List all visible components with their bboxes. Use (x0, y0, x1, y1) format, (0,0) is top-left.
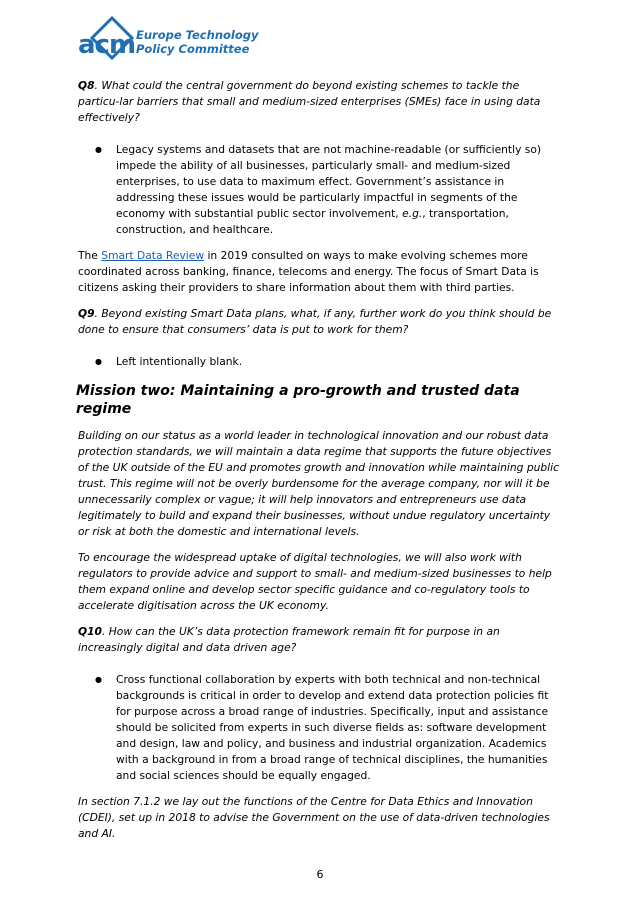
q8-answer-list (78, 136, 563, 238)
q8-bullet-eg: e.g. (402, 207, 423, 220)
logo-line-2: Policy Committee (136, 42, 250, 56)
smart-pre: The (78, 249, 102, 262)
logo-acm-text: acm (78, 30, 136, 60)
q8-text: . What could the central government do beyond existing schemes to tackle the particu-lar barriers that small and medium-sized enterprises (SMEs) face in using data effectively? (78, 79, 541, 124)
q10-question (78, 624, 563, 656)
smart-data-paragraph (78, 248, 563, 296)
section-paragraph: In section 7.1.2 we lay out the functions of the Centre for Data Ethics and Innovation (CDEI), set up in 2018 to advise the Government on the use of data-driven technologies and AI. (78, 795, 550, 840)
q10-answer-list (78, 666, 563, 784)
q8-bullet-post: , transportation, construction, and healthcare. (116, 207, 509, 236)
q8-label: Q8 (78, 79, 95, 92)
q8-answer-item (116, 142, 563, 238)
q10-text: . How can the UK’s data protection framework remain fit for purpose in an increasingly digital and data driven age? (78, 625, 500, 654)
page-number: 6 (316, 868, 324, 881)
q9-question (78, 306, 563, 338)
q9-text: . Beyond existing Smart Data plans, what, if any, further work do you think should be done to ensure that consumers’ data is put to work for them? (78, 307, 552, 336)
q8-question (78, 78, 563, 126)
mission-two-para-2: To encourage the widespread uptake of digital technologies, we will also work with regulators to provide advice and support to small- and medium-sized businesses to help them expand online and develop sector specific guidance and co-regulatory tools to accelerate digitisation across the UK economy. (78, 551, 552, 612)
logo-committee-name (136, 28, 258, 56)
q9-answer-item: ● Left intentionally blank. (116, 354, 563, 370)
smart-data-review-link[interactable]: Smart Data Review (101, 249, 205, 262)
page-content (78, 78, 563, 852)
q10-label: Q10 (78, 625, 102, 638)
q8-bullet-pre: Legacy systems and datasets that are not machine-readable (or sufficiently so) impede the ability of all businesses, particularly small- and medium-sized enterprises, to use data to maximum effect. Government’s assistance in addressing these issues would be particularly impactful in segments of the economy with substantial public sector involvement, (116, 143, 542, 220)
mission-two-para-1: Building on our status as a world leader in technological innovation and our robust data protection standards, we will maintain a data regime that supports the future objectives of the UK outside of the EU and promotes growth and innovation while maintaining public trust. This regime will not be overly burdensome for the average company, nor will it be unnecessarily complex or vague; it will help innovators and entrepreneurs use data legitimately to build and expand their businesses, without undue regulatory uncertainty or risk at both the domestic and international levels. (78, 429, 559, 538)
q10-answer-item: ● Cross functional collaboration by experts with both technical and non-technical backgrounds is critical in order to develop and extend data protection policies fit for purpose across a broad range of industries. Specifically, input and assistance should be solicited from experts in such diverse fields as: software development and design, law and policy, and business and industrial organization. Academics with a background in from a broad range of technical disciplines, the humanities and social sciences should be equally engaged. (116, 672, 563, 784)
q9-label: Q9 (78, 307, 95, 320)
q9-answer-list (78, 348, 563, 370)
logo-line-1: Europe Technology (136, 28, 259, 42)
smart-post: in 2019 consulted on ways to make evolving schemes more coordinated across banking, finance, telecoms and energy. The focus of Smart Data is citizens asking their providers to share information about them with third parties. (78, 249, 539, 294)
acm-logo (78, 16, 259, 64)
mission-two-heading: Mission two: Maintaining a pro-growth and trusted data regime (76, 383, 520, 417)
